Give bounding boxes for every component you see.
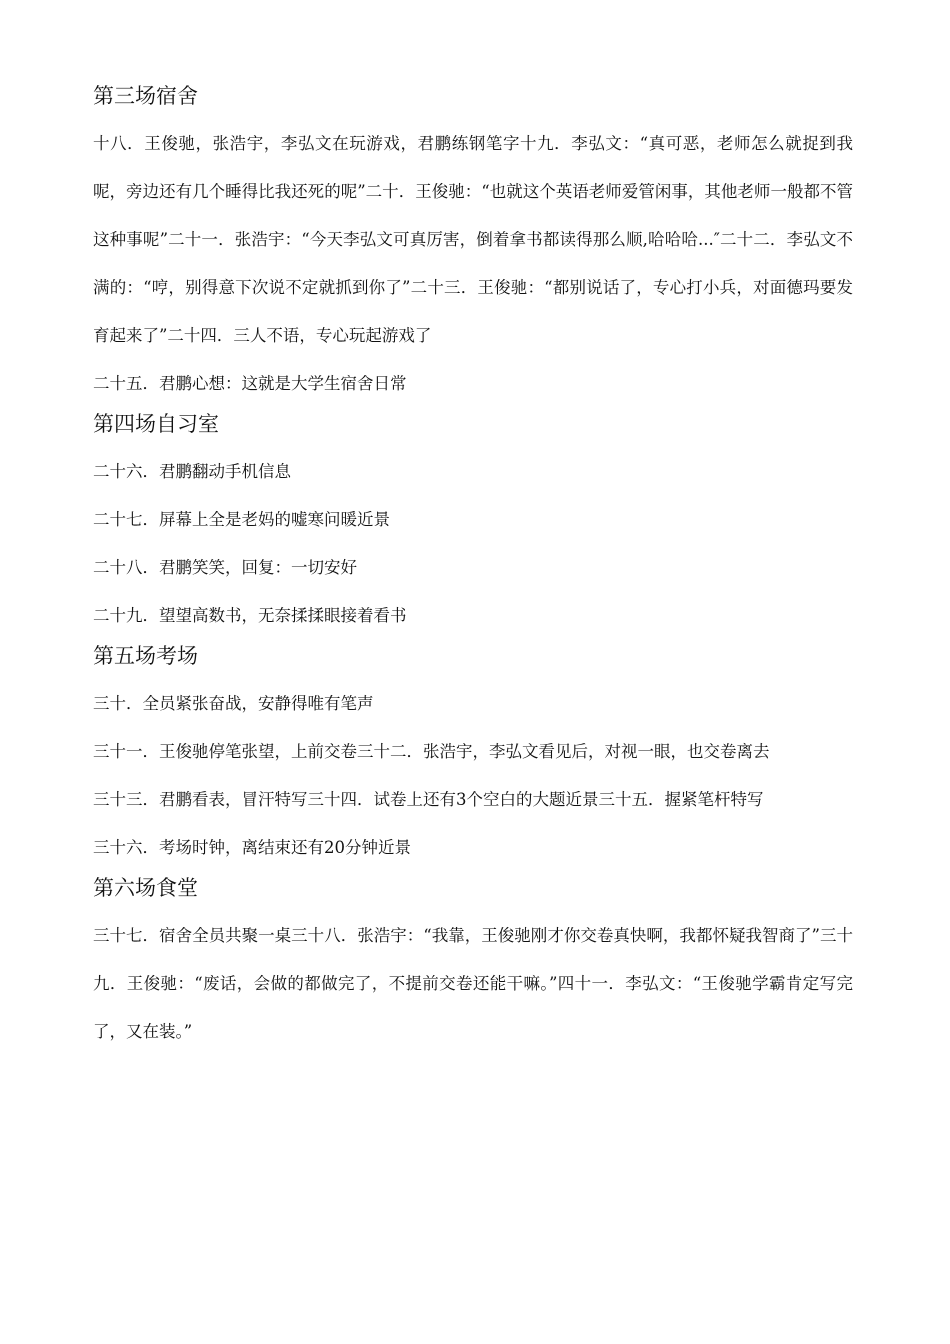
paragraph: 三十．全员紧张奋战，安静得唯有笔声 [93, 694, 374, 713]
paragraph: 二十九．望望高数书，无奈揉揉眼接着看书 [93, 606, 407, 625]
scene-3-section [93, 80, 853, 408]
paragraph: 二十五．君鹏心想：这就是大学生宿舍日常 [93, 374, 407, 393]
scene-4-section [93, 408, 853, 640]
paragraph: 三十一．王俊驰停笔张望，上前交卷三十二．张浩宇，李弘文看见后，对视一眼，也交卷离去 [93, 742, 770, 761]
scene-5-section [93, 640, 853, 872]
paragraph: 三十三．君鹏看表，冒汗特写三十四．试卷上还有3个空白的大题近景三十五．握紧笔杆特写 [93, 790, 764, 809]
paragraph: 三十六．考场时钟，离结束还有20分钟近景 [93, 838, 411, 857]
paragraph: 二十七．屏幕上全是老妈的嘘寒问暖近景 [93, 510, 390, 529]
paragraph: 二十六．君鹏翻动手机信息 [93, 462, 291, 481]
paragraph: 十八．王俊驰，张浩宇，李弘文在玩游戏，君鹏练钢笔字十九．李弘文：“真可恶，老师怎么就捉到我呢，旁边还有几个睡得比我还死的呢”二十．王俊驰：“也就这个英语老师爱管闲事，其他老师一般都不管这种事呢”二十一．张浩宇：“今天李弘文可真厉害，倒着拿书都读得那么顺,哈哈哈...″二十二．李弘文不满的：“哼，别得意下次说不定就抓到你了”二十三．王俊驰：“都别说话了，专心打小兵，对面德玛要发育起来了”二十四．三人不语，专心玩起游戏了 [93, 134, 853, 345]
paragraph: 二十八．君鹏笑笑，回复：一切安好 [93, 558, 357, 577]
scene-title: 第三场宿舍 [93, 84, 198, 108]
scene-title: 第五场考场 [93, 644, 198, 668]
scene-title: 第四场自习室 [93, 412, 219, 436]
scene-title: 第六场食堂 [93, 876, 198, 900]
paragraph: 三十七．宿舍全员共聚一桌三十八．张浩宇：“我靠，王俊驰刚才你交卷真快啊，我都怀疑我智商了”三十九．王俊驰：“废话，会做的都做完了，不提前交卷还能干嘛。”四十一．李弘文：“王俊驰学霸肯定写完了，又在装。” [93, 926, 853, 1041]
scene-6-section [93, 872, 853, 1056]
document-page [93, 80, 853, 1056]
